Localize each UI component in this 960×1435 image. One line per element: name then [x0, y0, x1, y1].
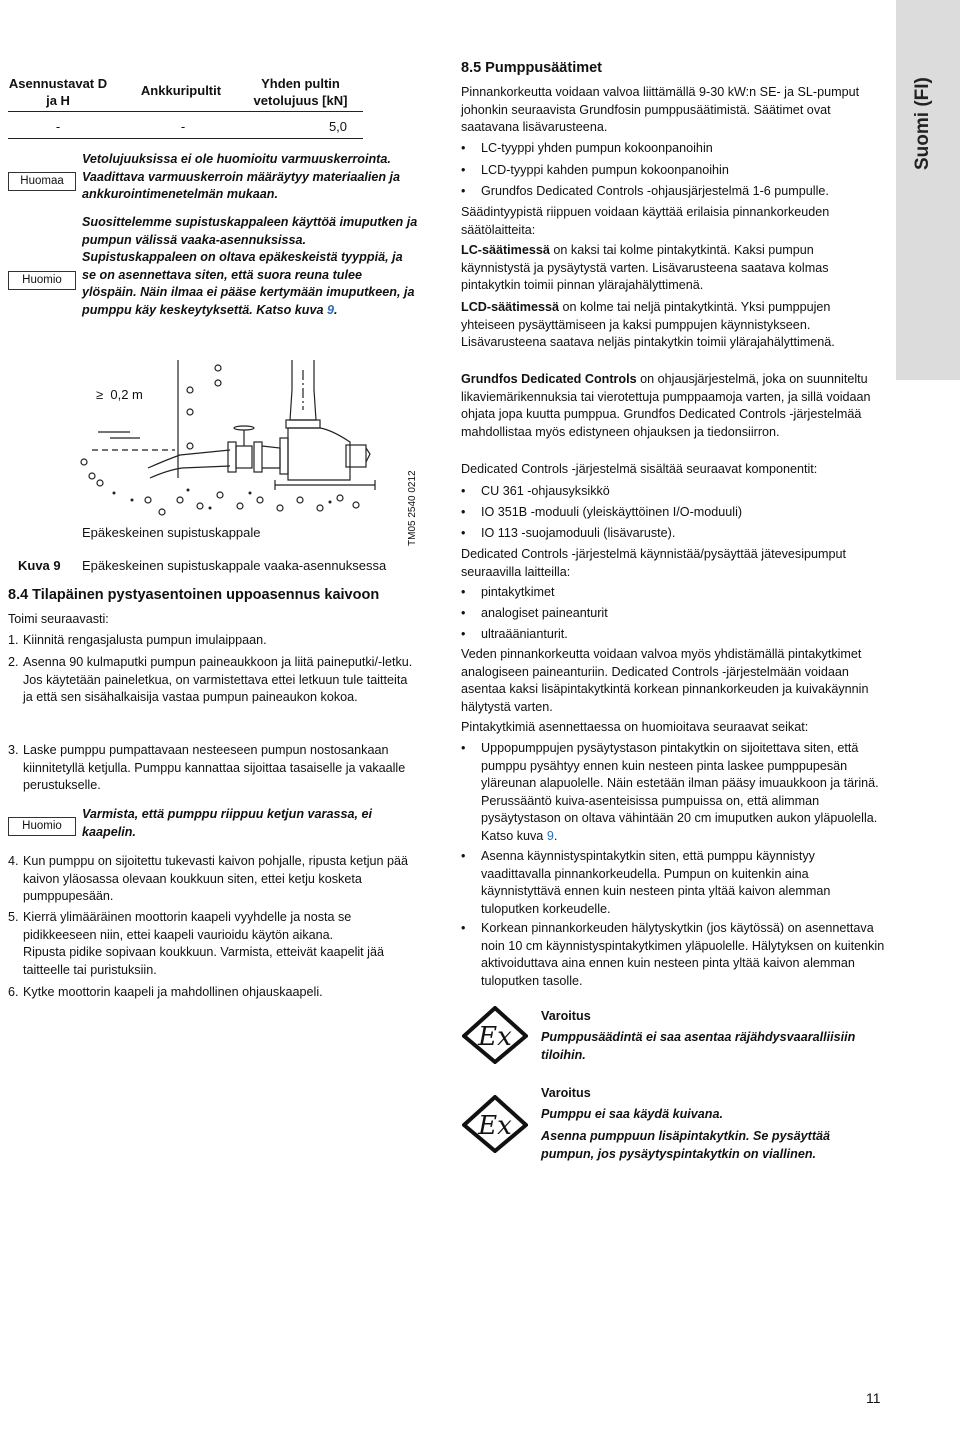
note-label-huomio: Huomio	[8, 817, 76, 836]
monitor-paragraph: Veden pinnankorkeutta voidaan valvoa myös yhdistämällä pintakytkimet analogiseen paineanturiin. Dedicated Controls -järjestelmään voidaan asentaa kaksi lisäpintakytkintä korkean pinnankorkeuden ja kuivakäynnin hälytystä varten.	[461, 647, 869, 714]
figure-ref-link[interactable]: 9	[546, 828, 554, 843]
figure-9	[70, 350, 430, 550]
level-intro: Säädintyypistä riippuen voidaan käyttää erilaisia pinnankorkeuden säätölaitteita:	[461, 205, 830, 237]
list-item: • Grundfos Dedicated Controls -ohjausjärjestelmä 1-6 pumpulle.	[461, 184, 829, 198]
tensile-strength-table	[8, 70, 360, 140]
figure-caption-number: Kuva 9	[18, 558, 61, 573]
list-item: 4. Kun pumppu on sijoitettu tukevasti kaivon pohjalle, ripusta ketjun pää kaivon yläosassa olevaan koukkuun siten, ettei ketju kosketa pumppupesään.	[8, 854, 409, 904]
table-rule	[8, 138, 363, 139]
list-item: 2. Asenna 90 kulmaputki pumpun paineaukkoon ja liitä paineputki/-letku. Jos käytetään paineletkua, on varmistettava ettei letkuun tule taitteita ja että sen sisähalkaisija vastaa pumpun paineaukon kokoa.	[8, 655, 413, 705]
list-item: • CU 361 -ohjausyksikkö	[461, 484, 610, 498]
figure-ref-link[interactable]: 9	[327, 302, 335, 317]
drawing-code: TM05 2540 0212	[407, 470, 418, 546]
warning-label: Varoitus	[541, 1086, 591, 1100]
warning-text: Pumppu ei saa käydä kuivana.	[541, 1107, 723, 1121]
gdc-paragraph: Grundfos Dedicated Controls on ohjausjärjestelmä, joka on suunniteltu likaviemärikennuksia tai vierotettuja pumppaamoja varten, ja sillä voidaan ohjata jopa kuutta pumppua. Grundfos Dedicated Controls -järjestelmää mahdollistaa myös edistyneen ohjauksen ja tiedonsiirron.	[461, 372, 871, 439]
figure-caption-text: Epäkeskeinen supistuskappale vaaka-asennuksessa	[82, 558, 387, 573]
note-text-chain: Varmista, että pumppu riippuu ketjun varassa, ei kaapelin.	[82, 807, 372, 839]
table-rule	[8, 111, 363, 112]
warning-text: Asenna pumppuun lisäpintakytkin. Se pysäyttää pumpun, jos pysäytyspintakytkin on viallinen.	[541, 1129, 831, 1161]
list-item: 3. Laske pumppu pumpattavaan nesteeseen pumpun nostosankaan kiinnitetyllä ketjulla. Pumppu kannattaa sijoittaa tasaiselle ja vakaalle perustukselle.	[8, 743, 406, 793]
section-title-8-4: 8.4 Tilapäinen pystyasentoinen uppoasennus kaivoon	[8, 587, 380, 603]
devices-intro: Dedicated Controls -järjestelmä käynnistää/pysäyttää jätevesipumput seuraavilla laitteilla:	[461, 547, 847, 579]
list-item: • Uppopumppujen pysäytystason pintakytkin on sijoitettava siten, että pumppu pysähtyy ennen kuin nesteen pinta laskee pumppupesän yläreunan alapuolelle. Näin estetään ilman pääsy imuaukkoon ja tärinä. Perussääntö kuiva-asenteisissa pumpuissa on, että alimman pysäytystason on oltava vähintään 20 cm imuputken aukon yläpuolella. Katso kuva 9.	[461, 741, 879, 843]
lcd-paragraph: LCD-säätimessä on kolme tai neljä pintakytkintä. Yksi pumppujen yhteiseen pysäyttämiseen ja kaksi pumppujen käynnistykseen. Lisävarusteena saatava neljäs pintakytkin toimii ylärajahälyttimenä.	[461, 300, 835, 350]
components-intro: Dedicated Controls -järjestelmä sisältää seuraavat komponentit:	[461, 462, 818, 476]
svg-text:Ex: Ex	[478, 1022, 512, 1052]
table-header-tensile: Yhden pultin vetolujuus [kN]	[253, 76, 348, 108]
list-item: • Asenna käynnistyspintakytkin siten, että pumppu käynnistyy vaadittavalla pinnankorkeudella. Pumpun on kuitenkin aina käynnistyttävä ennen kuin nesteen pinta yltää kaivon alemman tuloputken korkeudelle.	[461, 849, 831, 916]
list-item: 5. Kierrä ylimääräinen moottorin kaapeli vyyhdelle ja nosta se pidikkeeseen niin, ettei kaapeli vaurioidu käytön aikana. Ripusta pidike sopivaan koukkuun. Varmista, etteivät kaapelit jää taitteelle tai puristuksiin.	[8, 910, 384, 977]
dimension-label: ≥ 0,2 m	[96, 387, 143, 402]
note-label-huomaa: Huomaa	[8, 172, 76, 191]
table-header-anchor-bolts: Ankkuripultit	[140, 83, 222, 98]
mounting-intro: Pintakytkimiä asennettaessa on huomioitava seuraavat seikat:	[461, 720, 809, 734]
reducer-label: Epäkeskeinen supistuskappale	[82, 525, 261, 540]
ex-explosion-icon	[462, 1095, 528, 1153]
note-text: Vetolujuuksissa ei ole huomioitu varmuuskerrointa. Vaadittava varmuuskerroin määräytyy materiaalien ja ankkurointimenetelmän mukaan.	[82, 152, 401, 202]
list-item: • IO 351B -moduuli (yleiskäyttöinen I/O-moduuli)	[461, 505, 743, 519]
list-item: 1. Kiinnitä rengasjalusta pumpun imulaippaan.	[8, 633, 267, 647]
ex-explosion-icon	[462, 1006, 528, 1064]
svg-text:Ex: Ex	[478, 1111, 512, 1141]
section-title-8-5: 8.5 Pumppusäätimet	[461, 60, 603, 76]
list-item: • LCD-tyyppi kahden pumpun kokoonpanoihin	[461, 163, 729, 177]
language-tab	[896, 0, 960, 380]
list-item: • LC-tyyppi yhden pumpun kokoonpanoihin	[461, 141, 713, 155]
page-number: 11	[866, 1390, 881, 1406]
language-tab-label: Suomi (FI)	[912, 77, 933, 170]
list-item: • Korkean pinnankorkeuden hälytyskytkin (jos käytössä) on asennettava noin 10 cm käynnistyspintakytkimen yläpuolelle. Hälytyksen on kuitenkin aktivoiduttava aina ennen kuin nesteen pinta yltää kaivon alemman tuloputken tasolle.	[461, 921, 885, 988]
section-intro: Pinnankorkeutta voidaan valvoa liittämällä 9-30 kW:n SE- ja SL-pumput johonkin seuraavista Grundfosin pumppusäätimistä. Säätimet ovat saatavana lisävarusteena.	[461, 85, 860, 135]
reducer-diagram	[70, 350, 430, 550]
section-intro: Toimi seuraavasti:	[8, 612, 109, 626]
warning-text: Pumppusäädintä ei saa asentaa räjähdysvaaralliisiin tiloihin.	[541, 1030, 856, 1062]
list-item: 6. Kytke moottorin kaapeli ja mahdollinen ohjauskaapeli.	[8, 985, 323, 999]
note-label-huomio: Huomio	[8, 271, 76, 290]
warning-label: Varoitus	[541, 1009, 591, 1023]
list-item: • analogiset paineanturit	[461, 606, 608, 620]
lc-paragraph: LC-säätimessä on kaksi tai kolme pintakytkintä. Kaksi pumpun käynnistystä ja pysäytystä varten. Lisävarusteena saatava kolmas pintakytkin toimii pinnan ylärajahälyttimenä.	[461, 243, 829, 293]
note-text-reducer: Suosittelemme supistuskappaleen käyttöä imuputken ja pumpun välissä vaaka-asennuksissa. Supistuskappaleen on oltava epäkeskeistä tyyppiä, ja se on asennettava siten, että suora reuna tulee ylöspäin. Näin ilmaa ei pääse kertymään imuputkeen, ja pumppu käy keskeytyksettä. Katso kuva 9.	[82, 215, 418, 317]
table-cell: 5,0	[328, 119, 348, 134]
table-cell: -	[55, 119, 61, 134]
list-item: • IO 113 -suojamoduuli (lisävaruste).	[461, 526, 676, 540]
list-item: • pintakytkimet	[461, 585, 555, 599]
list-item: • ultraäänianturit.	[461, 627, 568, 641]
table-header-installation: Asennustavat D ja H	[8, 76, 108, 108]
table-cell: -	[180, 119, 186, 134]
